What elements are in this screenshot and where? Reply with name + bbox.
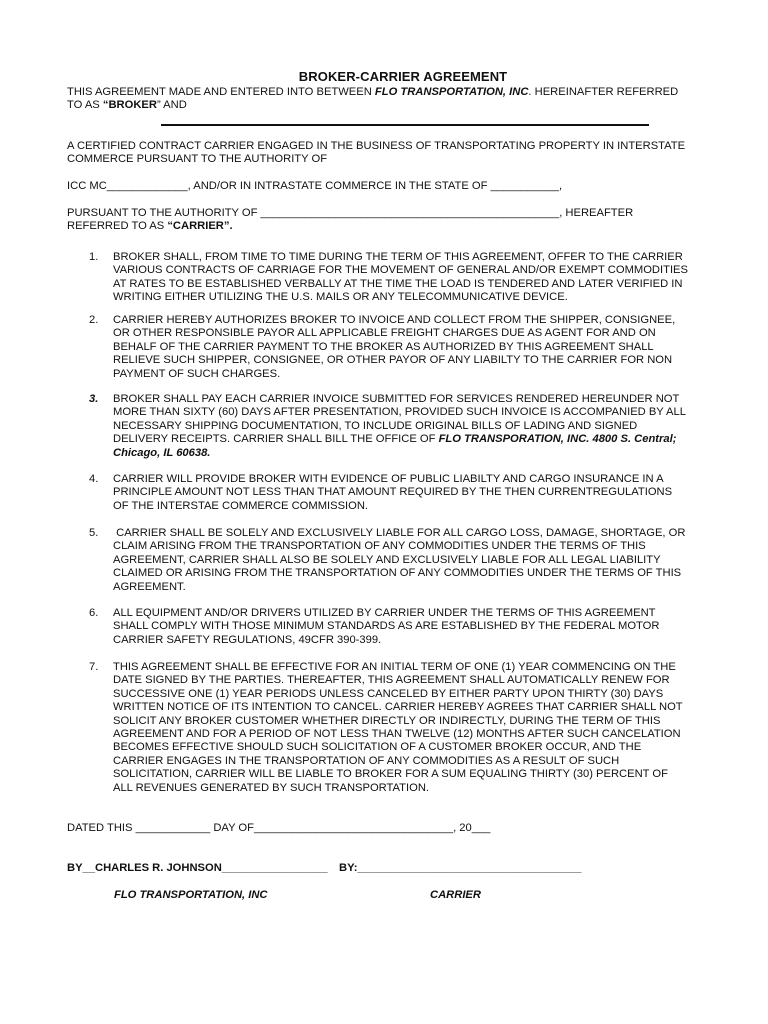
clause-line: THIS AGREEMENT SHALL BE EFFECTIVE FOR AN INITIAL TERM OF ONE (1) YEAR COMMENCING ON THE [113, 661, 676, 673]
carrier-signature-line: BY:____________________________________ [339, 862, 582, 874]
clause-line: CARRIER WILL PROVIDE BROKER WITH EVIDENCE OF PUBLIC LIABILTY AND CARGO INSURANCE IN A [113, 473, 664, 485]
carrier-party-name: CARRIER [430, 889, 481, 901]
clause-line: AGREEMENT, CARRIER SHALL ALSO BE SOLELY AND EXCLUSIVELY LIABLE FOR ALL LEGAL LIABILITY [113, 553, 661, 566]
clause-line: DATE SIGNED BY THE PARTIES. THEREAFTER, THIS AGREEMENT SHALL AUTOMATICALLY RENEW FOR [113, 674, 670, 687]
intro-text-2: TO AS [67, 99, 103, 112]
dated-line: DATED THIS ____________ DAY OF________________________________, 20___ [67, 822, 491, 834]
clause-line: OR OTHER RESPONSIBLE PAYOR ALL APPLICABLE FREIGHT CHARGES DUE AS AGENT FOR AND ON [113, 327, 656, 340]
clause-line: AGREEMENT. [113, 580, 186, 593]
intro-text: THIS AGREEMENT MADE AND ENTERED INTO BETWEEN [67, 86, 375, 98]
clause-number: 1. [89, 251, 99, 263]
clause-text [113, 473, 699, 513]
clause-line: MORE THAN SIXTY (60) DAYS AFTER PRESENTATION, PROVIDED SUCH INVOICE IS ACCOMPANIED BY ALL [113, 406, 686, 419]
clause-line: CLAIMED OR ARISING FROM THE TRANSPORTATION OF ANY COMMODITIES UNDER THE TERMS OF THIS [113, 567, 682, 580]
clause-line: OF THE INTERSTAE COMMERCE COMMISSION. [113, 499, 369, 512]
clause-line: CARRIER SHALL BE SOLELY AND EXCLUSIVELY LIABLE FOR ALL CARGO LOSS, DAMAGE, SHORTAGE, OR [113, 527, 686, 539]
billing-city: Chicago, IL 60638. [113, 446, 211, 459]
clause-line: BECOMES EFFECTIVE SHOULD SUCH SOLICITATION OF A CUSTOMER BROKER OCCUR, AND THE [113, 741, 642, 754]
clause-line: VARIOUS CONTRACTS OF CARRIAGE FOR THE MOVEMENT OF GENERAL AND/OR EXEMPT COMMODITIES [113, 264, 688, 277]
pursuant-text: REFERRED TO AS [67, 220, 168, 233]
document-title: BROKER-CARRIER AGREEMENT [298, 69, 508, 84]
carrier-name-line [161, 124, 649, 126]
clause-number: 3. [89, 393, 99, 405]
pursuant-line-1: PURSUANT TO THE AUTHORITY OF ________________________________________________, HEREAFTER [67, 207, 634, 219]
clause-text [113, 661, 699, 795]
clause-text [113, 527, 699, 594]
clause-line: WRITTEN NOTICE OF ITS INTENTION TO CANCEL. CARRIER HEREBY AGREES THAT CARRIER SHALL NOT [113, 701, 683, 714]
clause-line: SOLICITATION, CARRIER WILL BE LIABLE TO BROKER FOR A SUM EQUALING THIRTY (30) PERCENT OF [113, 768, 668, 781]
clause-text [113, 607, 699, 647]
clause-number: 2. [89, 314, 99, 326]
clause-line: ALL REVENUES GENERATED BY SUCH TRANSPORTATION. [113, 781, 430, 794]
certified-line-1: A CERTIFIED CONTRACT CARRIER ENGAGED IN THE BUSINESS OF TRANSPORTATING PROPERTY IN INTERSTATE [67, 140, 686, 152]
clause-text [113, 393, 699, 460]
broker-party-name: FLO TRANSPORTATION, INC [114, 889, 268, 901]
clause-line: SOLICIT ANY BROKER CUSTOMER WHETHER DIRECTLY OR INDIRECTLY, DURING THE TERM OF THIS [113, 714, 661, 727]
clause-line: CARRIER HEREBY AUTHORIZES BROKER TO INVOICE AND COLLECT FROM THE SHIPPER, CONSIGNEE, [113, 314, 676, 326]
pursuant-line-2 [67, 220, 707, 233]
clause-text [113, 314, 699, 381]
intro-text-2-post: ” AND [156, 99, 187, 112]
intro-paragraph [67, 86, 707, 113]
clause-line: BROKER SHALL, FROM TIME TO TIME DURING THE TERM OF THIS AGREEMENT, OFFER TO THE CARRIER [113, 251, 683, 263]
clause-line: SHALL COMPLY WITH THOSE MINIMUM STANDARDS AS ARE ESTABLISHED BY THE FEDERAL MOTOR [113, 620, 660, 633]
clause-number: 6. [89, 607, 99, 619]
clause-number: 5. [89, 527, 99, 539]
broker-label: “BROKER [102, 99, 157, 112]
clause-line: CLAIM ARISING FROM THE TRANSPORTATION OF ANY COMMODITIES UNDER THE TERMS OF THIS [113, 540, 646, 553]
company-name: FLO TRANSPORTATION, INC [374, 86, 529, 98]
intro-line-1 [67, 86, 707, 99]
clause-number: 7. [89, 661, 99, 673]
clause-line: AT RATES TO BE ESTABLISHED VERBALLY AT THE TIME THE LOAD IS TENDERED AND LATER VERIFIED IN [113, 277, 683, 290]
clause-line: CARRIER SAFETY REGULATIONS, 49CFR 390-399. [113, 633, 382, 646]
clause-line: WRITING EITHER UTILIZING THE U.S. MAILS OR ANY TELECOMMUNICATIVE DEVICE. [113, 291, 568, 304]
clause-line [113, 433, 699, 446]
clause-line: PRINCIPLE AMOUNT NOT LESS THAN THAT AMOUNT REQUIRED BY THE THEN CURRENTREGULATIONS [113, 486, 673, 499]
clause-line: CARRIER ENGAGES IN THE TRANSPORTATION OF ANY COMMODITIES AS A RESULT OF SUCH [113, 754, 620, 767]
clause-line: ALL EQUIPMENT AND/OR DRIVERS UTILIZED BY CARRIER UNDER THE TERMS OF THIS AGREEMENT [113, 607, 656, 619]
icc-line: ICC MC_____________, AND/OR IN INTRASTATE COMMERCE IN THE STATE OF ___________, [67, 180, 563, 192]
certified-paragraph [67, 140, 707, 167]
clause-number: 4. [89, 473, 99, 485]
carrier-label: “CARRIER”. [167, 220, 233, 233]
clause-text [113, 251, 699, 305]
clause-line: AGREEMENT AND FOR A PERIOD OF NOT LESS THAN TWELVE (12) MONTHS AFTER SUCH CANCELATION [113, 728, 681, 741]
clause-line: BROKER SHALL PAY EACH CARRIER INVOICE SUBMITTED FOR SERVICES RENDERED HEREUNDER NOT [113, 393, 680, 405]
clause-line: SUCCESSIVE ONE (1) YEAR PERIODS UNLESS CANCELED BY EITHER PARTY UPON THIRTY (30) DAYS [113, 687, 664, 700]
billing-address: FLO TRANSPORATION, INC. 4800 S. Central; [438, 433, 677, 446]
clause-line: BEHALF OF THE CARRIER PAYMENT TO THE BROKER AS AUTHORIZED BY THIS AGREEMENT SHALL [113, 340, 654, 353]
intro-text-post: . HEREINAFTER REFERRED [528, 86, 679, 98]
clause-line: PAYMENT OF SUCH CHARGES. [113, 367, 281, 380]
broker-signature-line: BY__CHARLES R. JOHNSON_________________ [67, 862, 328, 874]
intro-line-2 [67, 99, 707, 112]
clause-line: NECESSARY SHIPPING DOCUMENTATION, TO INCLUDE ORIGINAL BILLS OF LADING AND SIGNED [113, 419, 638, 432]
certified-line-2: COMMERCE PURSUANT TO THE AUTHORITY OF [67, 153, 328, 166]
pursuant-paragraph [67, 207, 707, 234]
clause-text-part: DELIVERY RECEIPTS. CARRIER SHALL BILL THE OFFICE OF [113, 433, 439, 446]
clause-line: RELIEVE SUCH SHIPPER, CONSIGNEE, OR OTHER PAYOR OF ANY LIABILTY TO THE CARRIER FOR NON [113, 354, 673, 367]
